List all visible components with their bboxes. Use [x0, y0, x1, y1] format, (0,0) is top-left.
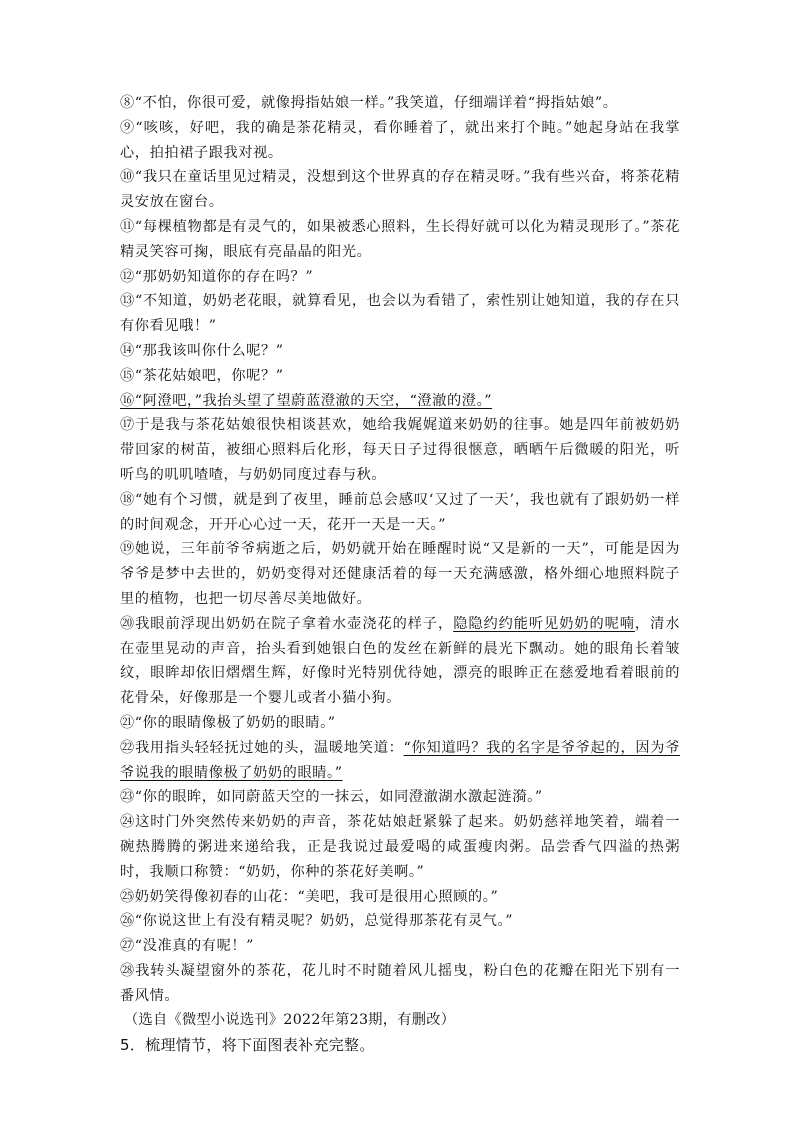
paragraph-22: [120, 736, 680, 786]
paragraph-13: [120, 289, 680, 339]
paragraph-number: ⑭: [120, 342, 135, 359]
paragraph-number: ⑳: [120, 615, 136, 632]
paragraph-number: ⑪: [120, 218, 135, 235]
paragraph-25: [120, 885, 680, 910]
paragraph-text: “不怕，你很可爱，就像拇指姑娘一样。”我笑道，仔细端详着“拇指姑娘”。: [134, 95, 618, 111]
document-page: [120, 91, 680, 1058]
paragraph-number: ⑩: [120, 169, 135, 186]
paragraph-10: [120, 165, 680, 215]
paragraph-text: “你的眼眸，如同蔚蓝天空的一抹云，如同澄澈湖水激起涟漪。”: [134, 789, 543, 806]
paragraph-text: “你的眼睛像极了奶奶的眼睛。”: [134, 714, 336, 731]
paragraph-number: ㉕: [120, 888, 135, 905]
source-citation: （选自《微型小说选刊》2022年第23期，有删改）: [124, 1012, 456, 1029]
paragraph-text: “她有个习惯，就是到了夜里，睡前总会感叹‘又过了一天’，我也就有了跟奶奶一样的时间观念，开开心心过一天，花开一天是一天。”: [120, 491, 680, 533]
paragraph-text: 于是我与茶花姑娘很快相谈甚欢，她给我娓娓道来奶奶的往事。她是四年前被奶奶带回家的树苗，被细心照料后化形，每天日子过得很惬意，晒晒午后微暖的阳光，听听鸟的叽叽喳喳，与奶奶同度过春与秋。: [120, 417, 680, 483]
paragraph-text: 我转头凝望窗外的茶花，花儿时不时随着风儿摇曳，粉白色的花瓣在阳光下别有一番风情。: [120, 962, 680, 1004]
paragraph-17: [120, 413, 680, 487]
paragraph-text: “没准真的有呢！”: [134, 938, 255, 955]
paragraph-18: [120, 488, 680, 538]
paragraph-text-continued: ，清水在壶里晃动的声音，抬头看到她银白色的发丝在新鲜的晨光下飘动。她的眼角长着皱纹，眼眸却依旧熠熠生辉，好像时光特别优待她，漂亮的眼眸正在慈爱地看着眼前的花骨朵，好像那是一个婴儿或者小猫小狗。: [120, 615, 680, 707]
paragraph-21: [120, 711, 680, 736]
paragraph-8: [120, 91, 680, 116]
paragraph-text: 我眼前浮现出奶奶在院子拿着水壶浇花的样子，: [135, 615, 454, 632]
paragraph-text: 奶奶笑得像初春的山花：“美吧，我可是很用心照顾的。”: [134, 888, 499, 905]
paragraph-26: [120, 909, 680, 934]
paragraph-number: ⑱: [120, 491, 136, 508]
paragraph-text: “那奶奶知道你的存在吗？”: [134, 268, 314, 285]
paragraph-text: “咳咳，好吧，我的确是茶花精灵，看你睡着了，就出来打个盹。”她起身站在我掌心，拍拍裙子跟我对视。: [120, 119, 681, 161]
question-5: 5．梳理情节，将下面图表补充完整。: [120, 1036, 375, 1055]
paragraph-19: [120, 537, 680, 611]
paragraph-number: ⑲: [120, 541, 136, 558]
paragraph-text: “那我该叫你什么呢？”: [134, 342, 284, 359]
paragraph-15: [120, 364, 680, 389]
paragraph-11: [120, 215, 680, 265]
paragraph-text: 我用指头轻轻抚过她的头，温暖地笑道：: [134, 739, 404, 756]
paragraph-20: [120, 612, 680, 711]
paragraph-number: ⑧: [120, 95, 135, 111]
paragraph-number: ⑬: [120, 293, 135, 310]
paragraph-number: ㉑: [120, 714, 135, 731]
paragraph-9: [120, 116, 680, 166]
paragraph-text: “茶花姑娘吧，你呢？”: [134, 367, 284, 384]
paragraph-text: “你说这世上有没有精灵呢？奶奶，总觉得那茶花有灵气。”: [134, 913, 514, 930]
paragraph-24: [120, 810, 680, 884]
paragraph-16: [120, 389, 680, 414]
paragraph-number: ㉒: [120, 739, 135, 756]
paragraph-number: ⑫: [120, 268, 135, 285]
paragraph-27: [120, 934, 680, 959]
paragraph-number: ㉔: [120, 814, 136, 831]
paragraph-number: ⑨: [120, 119, 136, 136]
paragraph-text: 这时门外突然传来奶奶的声音，茶花姑娘赶紧躲了起来。奶奶慈祥地笑着，端着一碗热腾腾的粥进来递给我，正是我说过最爱喝的咸蛋瘦肉粥。品尝香气四溢的热粥时，我顺口称赞：“奶奶，你种的茶花好美啊。”: [120, 814, 680, 880]
paragraph-12: [120, 265, 680, 290]
underlined-phrase: “你知道吗？我的名字是爷爷起的，因为爷爷说我的眼睛像极了奶奶的眼睛。”: [120, 739, 681, 781]
paragraph-number: ⑯: [120, 392, 135, 409]
paragraph-text: “不知道，奶奶老花眼，就算看见，也会以为看错了，索性别让她知道，我的存在只有你看见哦！”: [120, 293, 680, 335]
paragraph-number: ⑮: [120, 367, 135, 384]
paragraph-number: ⑰: [120, 417, 136, 434]
paragraph-number: ㉖: [120, 913, 135, 930]
paragraph-14: [120, 339, 680, 364]
paragraph-number: ㉘: [120, 962, 136, 979]
paragraph-number: ㉗: [120, 938, 135, 955]
paragraph-text: “每棵植物都是有灵气的，如果被悉心照料，生长得好就可以化为精灵现形了。”茶花精灵笑容可掬，眼底有亮晶晶的阳光。: [120, 218, 680, 260]
paragraph-23: [120, 785, 680, 810]
paragraph-text-underlined: “阿澄吧，”我抬头望了望蔚蓝澄澈的天空，“澄澈的澄。”: [134, 392, 493, 409]
paragraph-number: ㉓: [120, 789, 135, 806]
paragraph-text: “我只在童话里见过精灵，没想到这个世界真的存在精灵呀。”我有些兴奋，将茶花精灵安放在窗台。: [120, 169, 680, 211]
paragraph-28: [120, 959, 680, 1009]
paragraph-text: 她说，三年前爷爷病逝之后，奶奶就开始在睡醒时说“又是新的一天”，可能是因为爷爷是梦中去世的，奶奶变得对还健康活着的每一天充满感激，格外细心地照料院子里的植物，也把一切尽善尽美地做好。: [120, 541, 680, 607]
underlined-phrase: 隐隐约约能听见奶奶的呢喃: [453, 615, 635, 632]
